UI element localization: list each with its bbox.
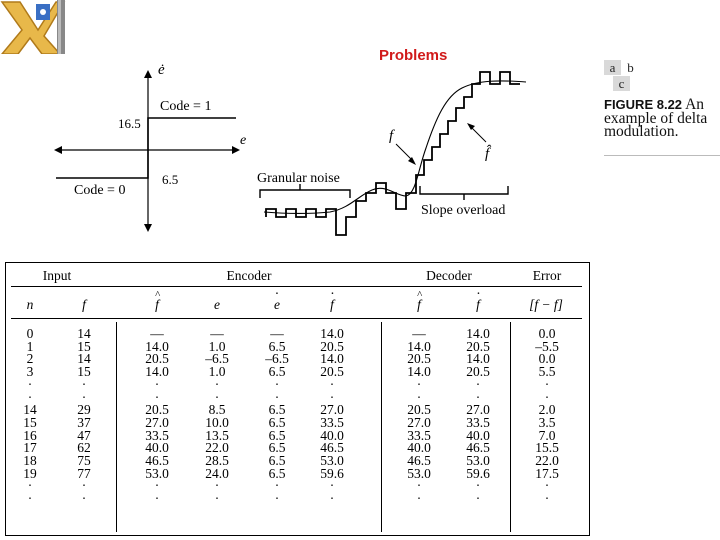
table-cell: ·	[154, 389, 160, 405]
table-cell: 53.0	[145, 465, 169, 481]
table-cell: 27.0	[320, 402, 344, 418]
group-header-decoder: Decoder	[426, 268, 472, 283]
table-cell: 77	[77, 465, 91, 481]
table-cell: ·	[329, 376, 335, 392]
granular-noise-bracket	[260, 190, 350, 198]
table-cell: 15	[77, 338, 91, 354]
table-cell: 46.5	[320, 440, 344, 456]
table-cell: 6.5	[268, 440, 286, 456]
table-cell: ·	[274, 491, 280, 507]
table-cell: —	[412, 326, 426, 341]
table-cell: 33.5	[145, 427, 169, 443]
table-cell: ·	[214, 376, 220, 392]
table-cell: ·	[475, 478, 481, 494]
table-cell: 10.0	[205, 414, 229, 430]
table-cell: 14	[77, 351, 91, 367]
table-cell: 33.5	[320, 414, 344, 430]
table-cell: ·	[416, 376, 422, 392]
y-axis-label: ė	[158, 62, 165, 78]
table-cell: 15	[23, 414, 37, 430]
table-cell: —	[210, 326, 224, 341]
column-dec-fhat	[407, 328, 431, 506]
table-cell: 6.5	[268, 414, 286, 430]
table-cell: 14.0	[145, 364, 169, 380]
lower-code-label: Code = 0	[74, 183, 126, 198]
table-cell: 6.5	[268, 427, 286, 443]
table-cell: 14.0	[320, 326, 344, 341]
slope-overload-bracket	[420, 186, 508, 194]
table-cell: 14.0	[466, 326, 490, 341]
table-cell: 40.0	[466, 427, 490, 443]
divider-input-encoder	[116, 322, 117, 532]
delta-modulation-waveform-diagram	[0, 0, 720, 262]
column-e	[205, 328, 229, 506]
column-enc-fhat	[145, 328, 169, 506]
table-cell: ·	[214, 478, 220, 494]
table-cell: ·	[154, 376, 160, 392]
table-cell: 1.0	[208, 338, 226, 354]
slope-overload-label: Slope overload	[421, 203, 506, 218]
table-cell: 1.0	[208, 364, 226, 380]
column-dec-fdot	[466, 328, 490, 506]
table-cell: ·	[27, 491, 33, 507]
figure-caption-text: An example of delta modulation.	[604, 96, 708, 140]
column-enc-fdot	[320, 328, 344, 506]
slide-title: Problems	[379, 47, 448, 64]
granular-noise-label: Granular noise	[257, 171, 340, 186]
table-cell: —	[270, 326, 284, 341]
table-cell: 20.5	[466, 338, 490, 354]
column-error	[535, 328, 559, 506]
table-cell: ·	[416, 389, 422, 405]
table-cell: 20.5	[407, 402, 431, 418]
column-f	[77, 328, 91, 506]
table-cell: 6.5	[268, 364, 286, 380]
table-cell: ·	[329, 478, 335, 494]
table-cell: ·	[475, 376, 481, 392]
col-header-edot: · e	[274, 298, 280, 311]
table-cell: 8.5	[208, 402, 226, 418]
table-cell: 2	[26, 351, 34, 367]
table-cell: 6.5	[268, 453, 286, 469]
column-edot	[265, 328, 289, 506]
table-cell: 15.5	[535, 440, 559, 456]
col-header-enc-fhat: ^ f	[155, 298, 159, 311]
upper-code-label: Code = 1	[160, 99, 212, 114]
table-cell: 40.0	[145, 440, 169, 456]
table-cell: 37	[77, 414, 91, 430]
col-header-e: e	[214, 297, 220, 312]
table-cell: 28.5	[205, 453, 229, 469]
upper-value-label: 16.5	[118, 116, 141, 131]
table-cell: ·	[274, 376, 280, 392]
table-cell: 46.5	[407, 453, 431, 469]
approx-pointer-arrow-icon	[467, 123, 475, 130]
signal-pointer-arrow-icon	[408, 157, 416, 165]
table-cell: 53.0	[320, 453, 344, 469]
table-cell: 33.5	[407, 427, 431, 443]
col-header-dec-fdot: · f	[476, 298, 480, 311]
table-cell: 29	[77, 402, 91, 418]
table-cell: ·	[214, 389, 220, 405]
table-cell: 14.0	[407, 364, 431, 380]
table-cell: 20.5	[145, 402, 169, 418]
table-cell: 14	[77, 326, 91, 341]
table-cell: 6.5	[268, 338, 286, 354]
header-rule-bottom	[11, 318, 582, 319]
x-axis-label: e	[240, 133, 247, 148]
table-cell: 20.5	[145, 351, 169, 367]
table-cell: ·	[81, 478, 87, 494]
group-header-input: Input	[42, 268, 72, 283]
table-cell: 40.0	[320, 427, 344, 443]
col-header-f: f	[82, 297, 86, 312]
table-cell: ·	[329, 491, 335, 507]
table-cell: 6.5	[268, 465, 286, 481]
table-cell: 17	[23, 440, 37, 456]
table-cell: ·	[81, 389, 87, 405]
table-cell: 27.0	[466, 402, 490, 418]
table-cell: ·	[81, 491, 87, 507]
table-cell: 20.5	[466, 364, 490, 380]
table-cell: –6.5	[205, 351, 229, 367]
table-cell: 6.5	[268, 402, 286, 418]
col-header-dec-fhat: ^ f	[417, 298, 421, 311]
group-header-error: Error	[532, 268, 562, 283]
table-cell: 20.5	[320, 338, 344, 354]
table-cell: 75	[77, 453, 91, 469]
group-header-encoder: Encoder	[226, 268, 272, 283]
table-cell: 0.0	[538, 351, 556, 367]
table-cell: 53.0	[407, 465, 431, 481]
table-cell: ·	[416, 491, 422, 507]
table-cell: 33.5	[466, 414, 490, 430]
table-cell: 46.5	[145, 453, 169, 469]
panel-cell-c: c	[613, 76, 630, 91]
table-cell: 14.0	[407, 338, 431, 354]
table-cell: 5.5	[538, 364, 556, 380]
table-cell: –5.5	[535, 338, 559, 354]
table-cell: 18	[23, 453, 37, 469]
table-cell: 53.0	[466, 453, 490, 469]
table-cell: 17.5	[535, 465, 559, 481]
table-cell: 59.6	[320, 465, 344, 481]
table-cell: ·	[416, 478, 422, 494]
panel-cell-a: a	[604, 60, 621, 75]
table-cell: 14.0	[320, 351, 344, 367]
col-header-enc-fdot: · f	[330, 298, 334, 311]
table-cell: ·	[475, 491, 481, 507]
signal-label: f	[389, 128, 394, 144]
table-cell: 19	[23, 465, 37, 481]
table-cell: ·	[27, 389, 33, 405]
table-cell: 46.5	[466, 440, 490, 456]
table-cell: 3.5	[538, 414, 556, 430]
approx-label: f̂	[485, 146, 490, 162]
table-frame	[5, 262, 590, 536]
table-cell: 14	[23, 402, 37, 418]
table-cell: 59.6	[466, 465, 490, 481]
table-cell: 13.5	[205, 427, 229, 443]
table-cell: 20.5	[407, 351, 431, 367]
table-cell: 16	[23, 427, 37, 443]
table-cell: ·	[27, 376, 33, 392]
divider-decoder-error	[510, 322, 511, 532]
header-rule-top	[11, 286, 582, 287]
table-cell: 24.0	[205, 465, 229, 481]
table-cell: ·	[154, 478, 160, 494]
table-cell: 14.0	[145, 338, 169, 354]
table-cell: 27.0	[407, 414, 431, 430]
col-header-error: [f − f]	[529, 297, 563, 312]
table-cell: ·	[214, 491, 220, 507]
column-n	[23, 328, 37, 506]
table-cell: 22.0	[205, 440, 229, 456]
table-cell: 1	[26, 338, 34, 354]
table-cell: ·	[544, 491, 550, 507]
lower-value-label: 6.5	[162, 172, 179, 187]
table-cell: 62	[77, 440, 91, 456]
table-cell: —	[150, 326, 164, 341]
table-cell: –6.5	[265, 351, 289, 367]
figure-label: FIGURE 8.22	[604, 97, 683, 112]
table-cell: ·	[329, 389, 335, 405]
divider-encoder-decoder	[381, 322, 382, 532]
table-cell: ·	[274, 478, 280, 494]
table-cell: ·	[475, 389, 481, 405]
table-cell: ·	[81, 376, 87, 392]
table-cell: 14.0	[466, 351, 490, 367]
table-cell: 0.0	[538, 326, 556, 341]
table-cell: ·	[27, 478, 33, 494]
table-cell: ·	[544, 478, 550, 494]
table-cell: 27.0	[145, 414, 169, 430]
table-cell: 22.0	[535, 453, 559, 469]
delta-modulation-table	[5, 262, 590, 536]
table-cell: ·	[274, 389, 280, 405]
table-cell: ·	[544, 376, 550, 392]
table-cell: 20.5	[320, 364, 344, 380]
panel-cell-b: b	[622, 60, 639, 75]
col-header-n: n	[26, 297, 34, 312]
table-cell: 47	[77, 427, 91, 443]
table-cell: 3	[26, 364, 34, 380]
table-cell: 0	[26, 326, 34, 341]
table-cell: 40.0	[407, 440, 431, 456]
table-cell: ·	[544, 389, 550, 405]
table-cell: ·	[154, 491, 160, 507]
table-cell: 15	[77, 364, 91, 380]
table-cell: 2.0	[538, 402, 556, 418]
table-cell: 7.0	[538, 427, 556, 443]
